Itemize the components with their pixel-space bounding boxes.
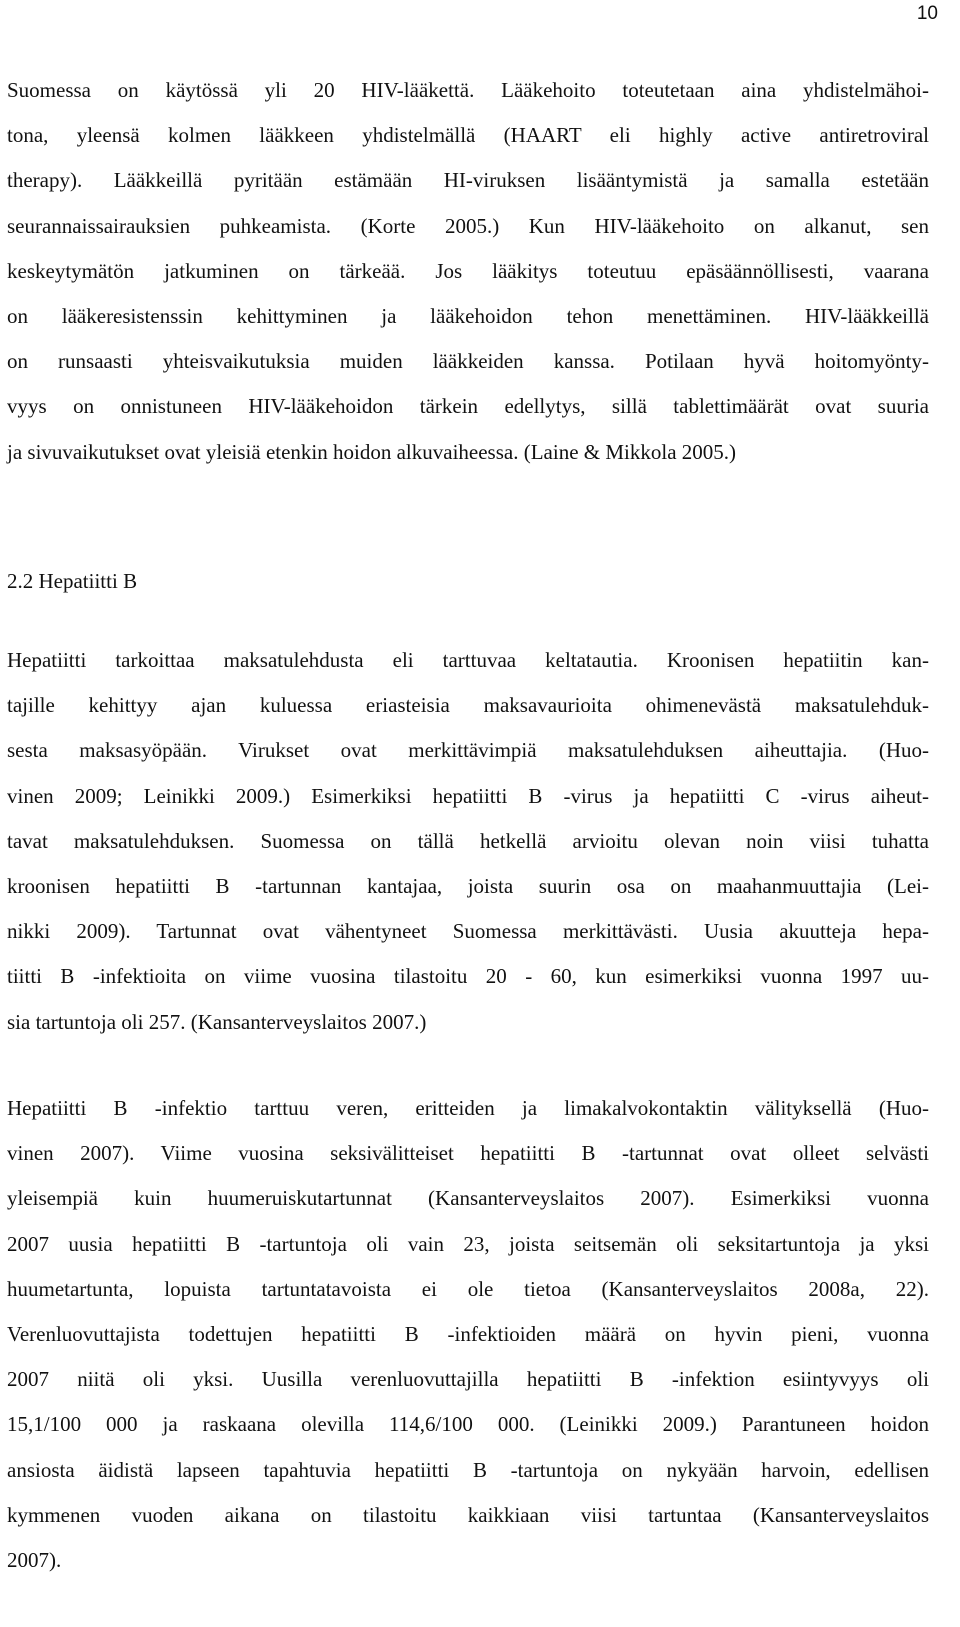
text-line: therapy). Lääkkeillä pyritään estämään HI-viruksen lisääntymistä ja samalla estetään [7, 168, 929, 193]
section-heading: 2.2 Hepatiitti B [7, 569, 138, 593]
text-line: sesta maksasyöpään. Virukset ovat merkittävimpiä maksatulehduksen aiheuttajia. (Huo- [7, 738, 929, 763]
text-line: tajille kehittyy ajan kuluessa eriasteisia maksavaurioita ohimenevästä maksatulehduk- [7, 693, 929, 718]
text-line: tiitti B -infektioita on viime vuosina tilastoitu 20 - 60, kun esimerkiksi vuonna 1997 uu- [7, 964, 929, 989]
text-line: nikki 2009). Tartunnat ovat vähentyneet Suomessa merkittävästi. Uusia akuutteja hepa- [7, 919, 929, 944]
text-line: sia tartuntoja oli 257. (Kansanterveyslaitos 2007.) [7, 1009, 427, 1034]
text-line: on lääkeresistenssin kehittyminen ja lääkehoidon tehon menettäminen. HIV-lääkkeillä [7, 303, 929, 328]
text-line: kymmenen vuoden aikana on tilastoitu kaikkiaan viisi tartuntaa (Kansanterveyslaitos [7, 1502, 929, 1527]
text-line: 2007 niitä oli yksi. Uusilla verenluovuttajilla hepatiitti B -infektion esiintyvyys oli [7, 1367, 929, 1392]
text-line: ja sivuvaikutukset ovat yleisiä etenkin hoidon alkuvaiheessa. (Laine & Mikkola 2005.) [7, 439, 737, 464]
text-line: Verenluovuttajista todettujen hepatiitti B -infektioiden määrä on hyvin pieni, vuonna [7, 1321, 929, 1346]
text-line: ansiosta äidistä lapseen tapahtuvia hepatiitti B -tartuntoja on nykyään harvoin, edellisen [7, 1457, 929, 1482]
text-line: seurannaissairauksien puhkeamista. (Korte 2005.) Kun HIV-lääkehoito on alkanut, sen [7, 213, 929, 238]
text-line: 15,1/100 000 ja raskaana olevilla 114,6/100 000. (Leinikki 2009.) Parantuneen hoidon [7, 1412, 929, 1437]
text-line: keskeytymätön jatkuminen on tärkeää. Jos lääkitys toteutuu epäsäännöllisesti, vaarana [7, 258, 929, 283]
text-line: vinen 2009; Leinikki 2009.) Esimerkiksi hepatiitti B -virus ja hepatiitti C -virus aiheut- [7, 783, 929, 808]
text-line: Suomessa on käytössä yli 20 HIV-lääkettä. Lääkehoito toteutetaan aina yhdistelmähoi- [7, 78, 929, 102]
paragraph-hepatitis-transmission [7, 1086, 929, 1583]
text-line: 2007 uusia hepatiitti B -tartuntoja oli vain 23, joista seitsemän oli seksitartuntoja ja yksi [7, 1231, 929, 1256]
text-line: yleisempiä kuin huumeruiskutartunnat (Kansanterveyslaitos 2007). Esimerkiksi vuonna [7, 1186, 929, 1211]
text-line: on runsaasti yhteisvaikutuksia muiden lääkkeiden kanssa. Potilaan hyvä hoitomyönty- [7, 349, 929, 374]
text-line: huumetartunta, lopuista tartuntatavoista ei ole tietoa (Kansanterveyslaitos 2008a, 22). [7, 1276, 929, 1301]
text-line: tavat maksatulehduksen. Suomessa on tällä hetkellä arvioitu olevan noin viisi tuhatta [7, 828, 929, 853]
page-number: 10 [916, 3, 938, 24]
paragraph-hiv-medication [7, 68, 929, 475]
text-line: tona, yleensä kolmen lääkkeen yhdistelmällä (HAART eli highly active antiretroviral [7, 123, 929, 148]
text-line: Hepatiitti tarkoittaa maksatulehdusta eli tarttuvaa keltatautia. Kroonisen hepatiitin kan- [7, 648, 929, 672]
text-line: 2007). [7, 1547, 62, 1572]
paragraph-hepatitis-definition [7, 638, 929, 1045]
text-line: Hepatiitti B -infektio tarttuu veren, eritteiden ja limakalvokontaktin välityksellä (Huo- [7, 1096, 929, 1120]
text-line: kroonisen hepatiitti B -tartunnan kantajaa, joista suurin osa on maahanmuuttajia (Lei- [7, 873, 929, 898]
text-line: vyys on onnistuneen HIV-lääkehoidon tärkein edellytys, sillä tablettimäärät ovat suuria [7, 394, 929, 419]
text-line: vinen 2007). Viime vuosina seksivälitteiset hepatiitti B -tartunnat ovat olleet selvästi [7, 1141, 929, 1166]
